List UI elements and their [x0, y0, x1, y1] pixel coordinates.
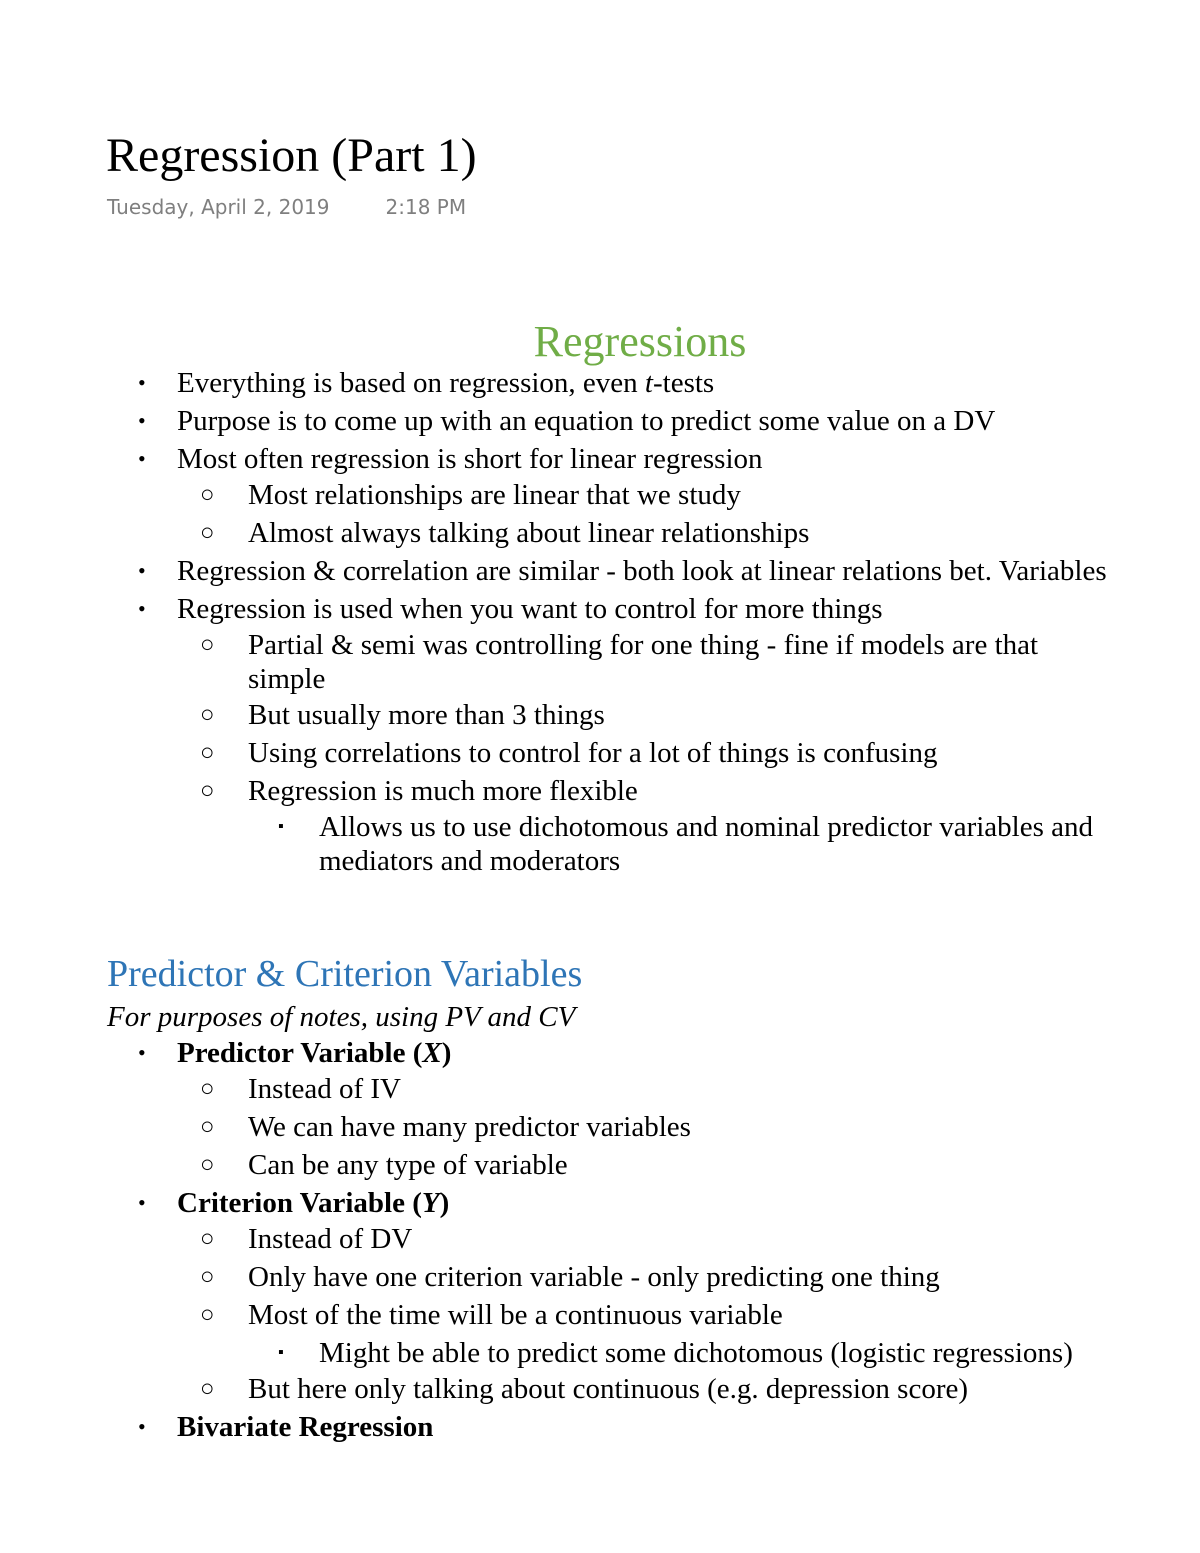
list-item: ○ Almost always talking about linear relationships: [200, 517, 810, 549]
page-date: Tuesday, April 2, 2019: [107, 195, 330, 219]
regressions-list: [0, 366, 1177, 878]
bullet-icon: •: [138, 1190, 146, 1215]
list-item: ○ But here only talking about continuous (e.g. depression score): [200, 1373, 969, 1405]
bullet-icon: •: [138, 408, 146, 433]
list-item: ○ Partial & semi was controlling for one thing - fine if models are that simple: [200, 629, 1039, 695]
list-item-bivariate-regression: • Bivariate Regression: [138, 1411, 434, 1443]
bullet-icon: •: [138, 1414, 146, 1439]
list-item: ○ Most relationships are linear that we study: [200, 479, 741, 511]
regressions-heading: Regressions: [533, 317, 747, 366]
bullet-icon: •: [138, 596, 146, 621]
list-item: ○ Can be any type of variable: [200, 1149, 568, 1181]
list-item: ○ Regression is much more flexible: [200, 775, 638, 807]
list-item: ○ Instead of IV: [200, 1073, 402, 1105]
circle-bullet-icon: ○: [200, 1302, 215, 1328]
list-item: ○ Instead of DV: [200, 1223, 413, 1255]
circle-bullet-icon: ○: [200, 1376, 215, 1402]
list-item: ▪ Might be able to predict some dichotomous (logistic regressions): [278, 1337, 1073, 1369]
list-item: ○ Using correlations to control for a lot of things is confusing: [200, 737, 938, 769]
circle-bullet-icon: ○: [200, 1226, 215, 1252]
list-item: • Everything is based on regression, even t-tests: [138, 367, 715, 399]
circle-bullet-icon: ○: [200, 520, 215, 546]
list-item: ○ Only have one criterion variable - only predicting one thing: [200, 1261, 940, 1293]
list-item: ○ We can have many predictor variables: [200, 1111, 691, 1143]
page-timestamp: [107, 195, 466, 219]
circle-bullet-icon: ○: [200, 1076, 215, 1102]
list-item: • Purpose is to come up with an equation to predict some value on a DV: [138, 405, 996, 437]
page-title: Regression (Part 1): [106, 129, 477, 182]
variables-list: [0, 1036, 1073, 1444]
list-item: • Regression & correlation are similar - both look at linear relations bet. Variables: [138, 555, 1107, 587]
list-item-criterion-variable: • Criterion Variable (Y): [138, 1187, 450, 1219]
list-item: ○ But usually more than 3 things: [200, 699, 605, 731]
circle-bullet-icon: ○: [200, 632, 215, 658]
bullet-icon: •: [138, 370, 146, 395]
bullet-icon: •: [138, 446, 146, 471]
circle-bullet-icon: ○: [200, 740, 215, 766]
list-item: • Regression is used when you want to control for more things: [138, 593, 883, 625]
circle-bullet-icon: ○: [200, 702, 215, 728]
bullet-icon: •: [138, 558, 146, 583]
circle-bullet-icon: ○: [200, 1264, 215, 1290]
list-item: • Most often regression is short for linear regression: [138, 443, 763, 475]
circle-bullet-icon: ○: [200, 778, 215, 804]
list-item: ○ Most of the time will be a continuous variable: [200, 1299, 783, 1331]
circle-bullet-icon: ○: [200, 1152, 215, 1178]
page-time: 2:18 PM: [385, 195, 467, 219]
list-item-predictor-variable: • Predictor Variable (X): [138, 1037, 452, 1069]
circle-bullet-icon: ○: [200, 1114, 215, 1140]
list-item: ▪ Allows us to use dichotomous and nominal predictor variables and mediators and moderators: [278, 811, 1093, 877]
predictor-criterion-heading: Predictor & Criterion Variables: [107, 953, 583, 995]
square-bullet-icon: ▪: [278, 818, 284, 835]
square-bullet-icon: ▪: [278, 1344, 284, 1361]
notes-subtitle: For purposes of notes, using PV and CV: [107, 1001, 576, 1033]
bullet-icon: •: [138, 1040, 146, 1065]
circle-bullet-icon: ○: [200, 482, 215, 508]
